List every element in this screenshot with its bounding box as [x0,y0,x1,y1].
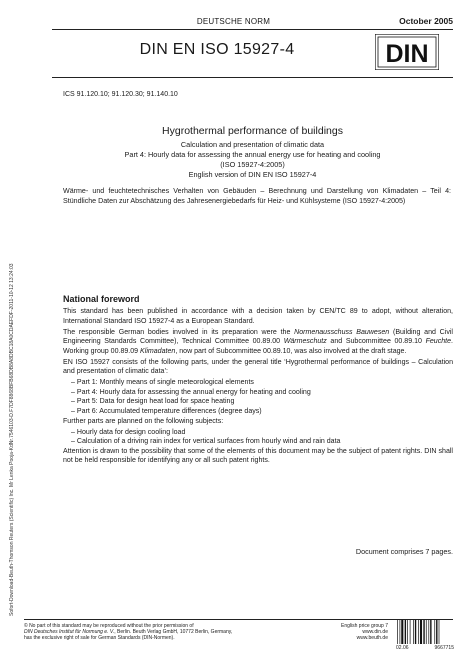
standard-number: DIN EN ISO 15927-4 [139,41,295,58]
list-item: – Part 4: Hourly data for assessing the annual energy for heating and cooling [71,388,311,396]
barcode-bar [401,620,403,644]
barcode [396,620,454,644]
list-item: – Hourly data for design cooling load [71,428,186,436]
barcode-bar [410,620,411,644]
svg-text:DIN: DIN [385,40,429,68]
title-line-3: (ISO 15927-4:2005) [220,160,285,169]
barcode-bar [430,620,431,644]
document-title: Hygrothermal performance of buildings [162,125,343,137]
foreword-paragraph-2: The responsible German bodies involved in its preparation were the Normenausschuss Bauwesen (Building and Civil Engineering Standards Committee), Technical Committee 00.89.00 Wärmeschutz and Subcommittee 00.89.10 Feuchte. Working group 00.89.09 Klimadaten, now part of Subcommittee 00.89.10, was also involved at the draft stage. [63,328,454,355]
barcode-bar [436,620,437,644]
barcode-bar [423,620,424,644]
foreword-paragraph-3: EN ISO 15927 consists of the following parts, under the general title ‘Hygrothermal performance of buildings – Calculation and presentation of climatic data’: [63,358,453,376]
barcode-numbers: 02.06 9667715 [396,645,454,651]
organization-label: DEUTSCHE NORM [196,17,271,26]
foreword-paragraph-1: This standard has been published in accordance with a decision taken by CEN/TC 89 to adopt, without alteration, International Standard ISO 15927-4 as a European Standard. [63,308,453,325]
barcode-bar [428,620,429,644]
list-item: – Part 5: Data for design heat load for space heating [71,398,235,406]
title-line-2: Part 4: Hourly data for assessing the annual energy use for heating and cooling [124,150,381,159]
barcode-bar [439,620,440,644]
copyright-notice: © No part of this standard may be reproduced without the prior permission of DIN Deutsches Institut für Normung e. V., Berlin. Beuth Verlag GmbH, 10772 Berlin, Germany, has the exclusive right of sale for German Standards (DIN-Normen). [24,623,233,642]
price-and-links [316,623,388,642]
national-foreword-heading: National foreword [63,294,140,304]
barcode-bar [418,620,419,644]
barcode-bar [415,620,416,644]
barcode-bar [405,620,406,644]
barcode-bar [397,620,398,644]
barcode-bar [400,620,401,644]
barcode-bar [413,620,414,644]
title-line-1: Calculation and presentation of climatic data [180,140,325,149]
footer-rule [24,619,453,620]
list-item: – Calculation of a driving rain index for vertical surfaces from hourly wind and rain data [71,438,341,446]
download-watermark-text: Sofort-Download-Beuth-Thomson Reuters (Scientific) Inc. Mr Lenka Pooja-KdNr.7546103-D.F7DF8868BFB68DB8A8DBC18A0CDAEFDF-2011-10-12 13:24:03 [9,263,15,616]
header-rule-top [52,29,453,30]
barcode-bar [420,620,422,644]
header-rule-bottom [52,77,453,78]
list-item: – Part 6: Accumulated temperature differences (degree days) [71,407,262,415]
din-logo [375,34,439,70]
title-line-4: English version of DIN EN ISO 15927-4 [188,170,317,179]
national-foreword-body [63,307,453,467]
barcode-bar [434,620,435,644]
list-item: – Part 1: Monthly means of single meteorological elements [71,379,254,387]
price-group: English price group 7 [341,623,388,629]
foreword-paragraph-5: Attention is drawn to the possibility that some of the elements of this document may be the subject of patent rights. DIN shall not be held responsible for identifying any or all such patent rights. [63,447,453,465]
german-title: Wärme- und feuchtetechnisches Verhalten von Gebäuden – Berechnung und Darstellung von Klimadaten – Teil 4: Stündliche Daten zur Abschätzung des Jahresenergiebedarfs für Heiz- und Kühlsysteme (ISO 15927-4:2005) [63,187,451,205]
ics-codes: ICS 91.120.10; 91.120.30; 91.140.10 [63,91,178,98]
page-count: Document comprises 7 pages. [355,547,453,556]
publication-date: October 2005 [399,16,453,26]
barcode-bar [426,620,427,644]
download-watermark [0,70,18,630]
title-block [52,125,453,180]
barcode-bar [407,620,408,644]
foreword-paragraph-4: Further parts are planned on the following subjects: [63,417,224,425]
din-website-link[interactable]: www.din.de [362,629,388,636]
beuth-website-link[interactable]: www.beuth.de [356,635,388,642]
